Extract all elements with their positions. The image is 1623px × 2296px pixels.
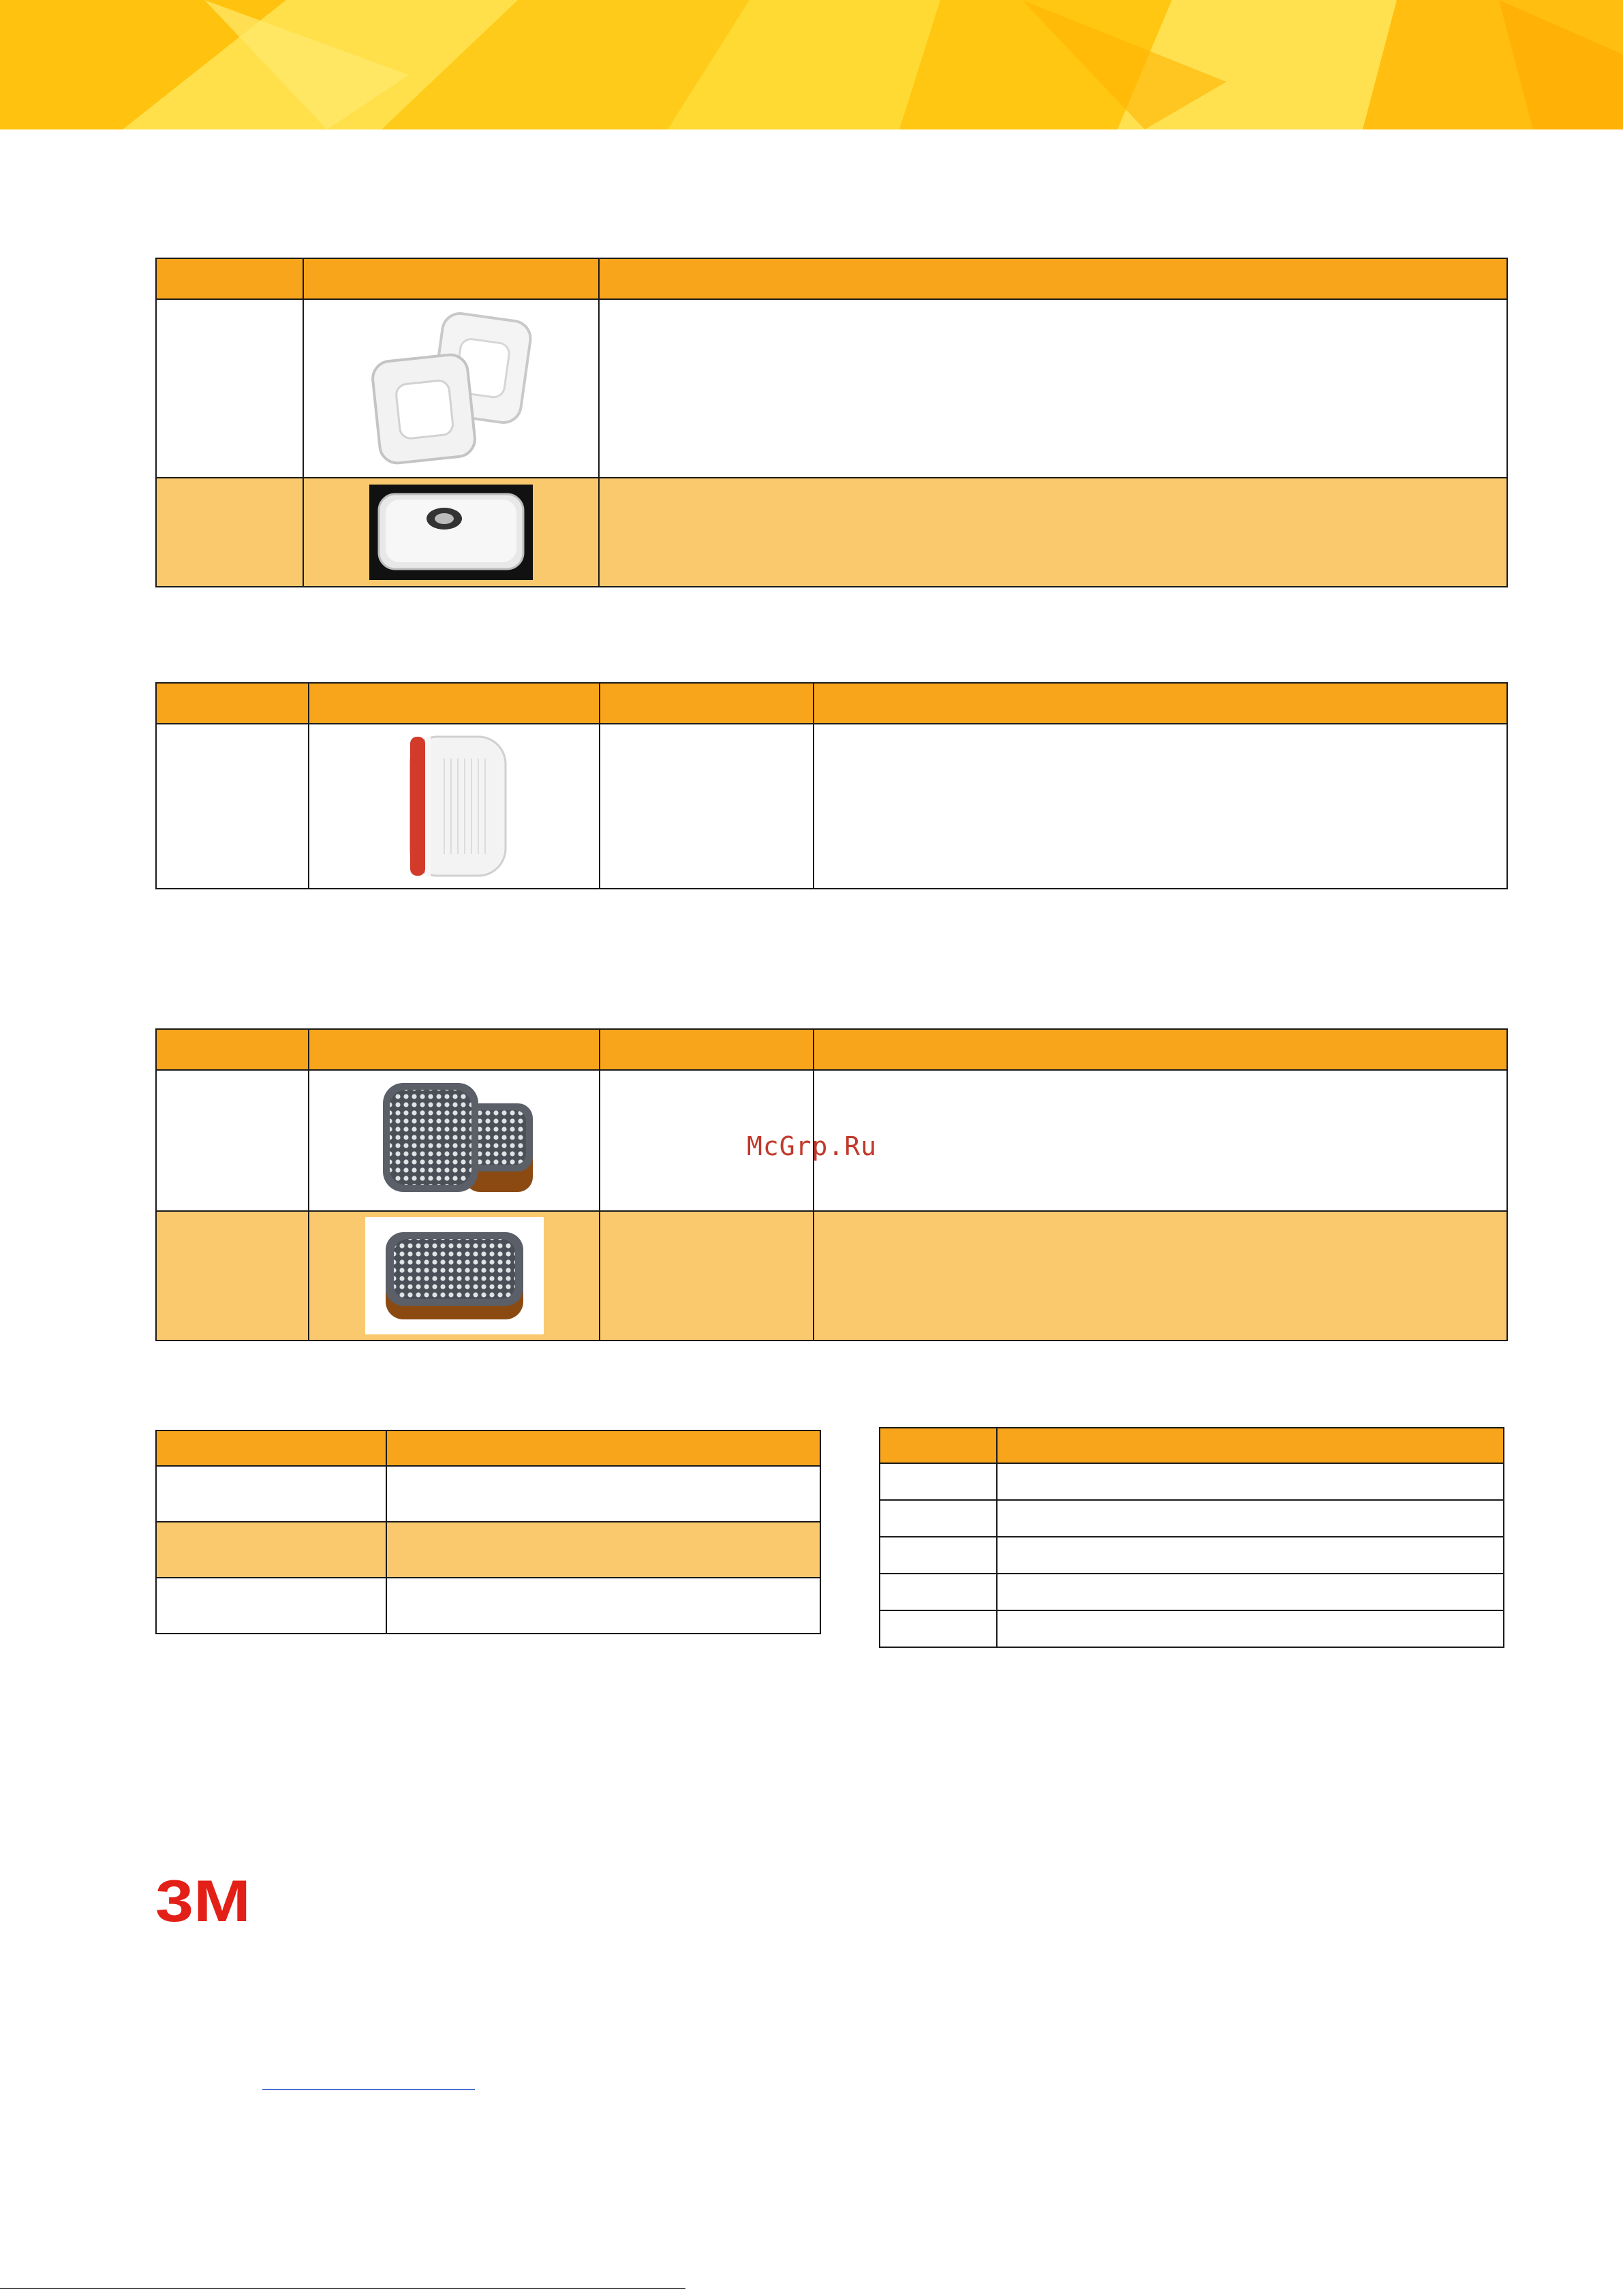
table-cell (386, 1522, 820, 1578)
table-cell (997, 1537, 1504, 1574)
table-cell (386, 1466, 820, 1522)
header-banner (0, 0, 1623, 129)
table-cell (997, 1463, 1504, 1500)
header-cell (600, 1029, 814, 1070)
table-cell (156, 1578, 386, 1634)
header-cell (303, 258, 599, 299)
table-cell (156, 478, 303, 587)
header-cell (309, 1029, 600, 1070)
footer-rule (0, 2288, 685, 2289)
table-cell (156, 1466, 386, 1522)
link-underline[interactable] (262, 2089, 475, 2090)
table-cell (156, 1522, 386, 1578)
table-cell (156, 299, 303, 478)
table-cell (814, 724, 1507, 889)
watermark-text: McGrp.Ru (747, 1131, 878, 1161)
filter-retainer-pair-image (303, 299, 599, 478)
table-cell (599, 299, 1507, 478)
gas-cartridge-image (309, 1211, 600, 1341)
header-cell (309, 683, 600, 724)
header-cell (997, 1428, 1504, 1463)
table-cell (997, 1610, 1504, 1647)
table-cell (880, 1574, 997, 1610)
table-cell (814, 1211, 1507, 1341)
svg-text:3M: 3M (155, 1876, 251, 1925)
table-cell (156, 1070, 309, 1211)
header-cell (600, 683, 814, 724)
table-cell (599, 478, 1507, 587)
header-cell (880, 1428, 997, 1463)
table-cell (156, 1211, 309, 1341)
table-cell (814, 1070, 1507, 1211)
brand-logo (155, 1876, 251, 1925)
table-cell (600, 724, 814, 889)
header-cell (156, 1430, 386, 1466)
particulate-filter-cartridge-image (309, 724, 600, 889)
table-cell (600, 1211, 814, 1341)
gas-cartridge-table (155, 1028, 1508, 1341)
bottom-right-table (879, 1427, 1504, 1648)
table-cell (880, 1537, 997, 1574)
table-cell (997, 1574, 1504, 1610)
table-cell (156, 724, 309, 889)
header-cell (814, 683, 1507, 724)
particulate-filter-table (155, 682, 1508, 889)
table-cell (386, 1578, 820, 1634)
header-cell (156, 683, 309, 724)
table-cell (880, 1610, 997, 1647)
table-cell (880, 1500, 997, 1537)
header-cell (156, 1029, 309, 1070)
header-cell (156, 258, 303, 299)
accessory-table (155, 258, 1508, 587)
gas-cartridge-pair-image (309, 1070, 600, 1211)
bottom-left-table (155, 1430, 821, 1634)
header-cell (386, 1430, 820, 1466)
table-cell (880, 1463, 997, 1500)
header-cell (599, 258, 1507, 299)
header-cell (814, 1029, 1507, 1070)
filter-adapter-image (303, 478, 599, 587)
table-cell (997, 1500, 1504, 1537)
